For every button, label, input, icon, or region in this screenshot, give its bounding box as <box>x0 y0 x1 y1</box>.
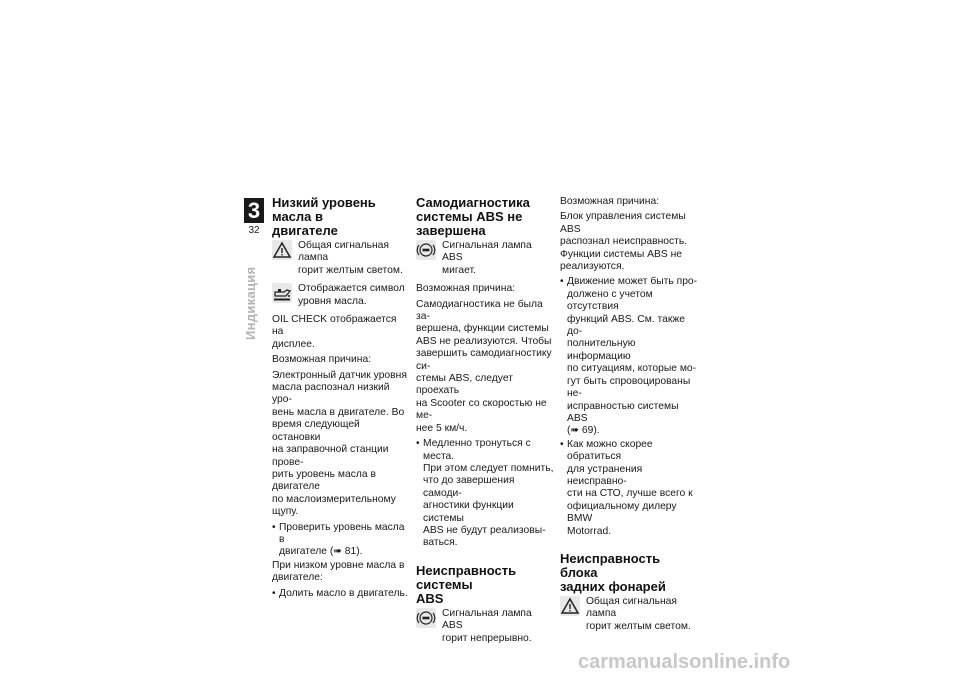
text-line: (➠ 69). <box>567 425 600 437</box>
heading-line: Самодиагностика <box>416 195 530 210</box>
heading-line: ABS <box>416 590 444 606</box>
column-1 <box>272 196 410 601</box>
text-line: реализуются. <box>560 261 625 273</box>
text-line: горит желтым светом. <box>586 620 691 632</box>
abs-fault-row <box>416 608 554 645</box>
text-line: ваться. <box>423 537 458 549</box>
warning-triangle-icon <box>560 596 580 616</box>
oil-row <box>272 283 410 308</box>
heading-low-oil <box>272 196 410 238</box>
text-line: двигателе: <box>272 572 323 584</box>
heading-line: завершена <box>416 223 486 238</box>
text-line: Самодиагностика не была за- <box>416 298 543 323</box>
abs-control-unit-paragraph <box>560 211 698 273</box>
text-line: ABS не будут реализовы- <box>423 524 546 536</box>
text-line: на Scooter со скоростью не ме- <box>416 397 547 422</box>
text-line: Как можно скорее обратиться <box>567 438 653 463</box>
bullet-dot: • <box>560 438 564 450</box>
cause-label: Возможная причина: <box>560 196 660 207</box>
text-line: официальному дилеру BMW <box>567 500 677 525</box>
page-number: 32 <box>248 225 260 236</box>
bullet-dot: • <box>272 587 276 599</box>
oil-check-paragraph <box>272 314 410 351</box>
cause-label: Возможная причина: <box>416 283 516 295</box>
text-line: Долить масло в двигатель. <box>279 587 408 599</box>
abs-fault-text <box>442 608 554 645</box>
text-line: Электронный датчик уровня <box>272 369 407 381</box>
text-line: Отображается символ <box>298 283 405 295</box>
heading-line: Неисправность блока <box>560 550 661 580</box>
abs-icon <box>416 240 436 260</box>
text-line: двигателе (➠ 81). <box>279 546 363 558</box>
text-line: уровня масла. <box>298 295 367 307</box>
text-line: завершить самодиагностику си- <box>416 348 552 372</box>
text-line: сти на СТО, лучше всего к <box>567 488 693 500</box>
text-line: полнительную информацию <box>567 338 636 362</box>
heading-rear-light-fault <box>560 552 698 594</box>
text-line: горит желтым светом. <box>298 264 403 276</box>
heading-abs-fault <box>416 564 554 606</box>
text-line: для устранения неисправно- <box>567 463 643 487</box>
text-line: рить уровень масла в двигателе <box>272 468 376 493</box>
abs-text <box>442 240 554 277</box>
text-line: вень масла в двигателе. Во <box>272 406 405 418</box>
bullet-start-slowly <box>416 438 554 550</box>
text-line: Проверить уровень масла в <box>279 521 405 545</box>
text-line: OIL CHECK отображается на <box>272 314 397 338</box>
bullet-continue-driving <box>560 276 698 437</box>
text-line: исправностью системы ABS <box>567 400 679 424</box>
text-line: Медленно тронуться с места. <box>423 438 531 462</box>
text-line: функций ABS. См. также до- <box>567 313 685 338</box>
text-line: масла распознал низкий уро- <box>272 382 390 406</box>
bullet-dot: • <box>272 521 276 533</box>
heading-line: Неисправность системы <box>416 562 517 592</box>
text-line: Motorrad. <box>567 525 612 537</box>
text-line: гут быть спровоцированы не- <box>567 375 691 400</box>
text-line: время следующей остановки <box>272 419 360 443</box>
text-line: горит непрерывно. <box>442 632 532 644</box>
warning-row <box>272 240 410 277</box>
text-line: по маслоизмерительному щупу. <box>272 493 396 518</box>
abs-row <box>416 240 554 277</box>
text-line: Общая сигнальная лампа <box>586 595 677 620</box>
text-line: Движение может быть про- <box>567 276 698 288</box>
oil-text <box>298 283 405 308</box>
text-line: дисплее. <box>272 338 315 350</box>
text-line: по ситуациям, которые мо- <box>567 363 697 375</box>
sensor-paragraph <box>272 370 410 519</box>
text-line: При низком уровне масла в <box>272 559 405 571</box>
text-line: что до завершения самоди- <box>423 475 515 499</box>
text-line: должено с учетом отсутствия <box>567 288 653 313</box>
column-3 <box>560 196 698 639</box>
text-line: на заправочной станции прове- <box>272 444 389 468</box>
text-line: распознал неисправность. <box>560 236 688 248</box>
warning-text <box>298 240 410 277</box>
cause-label: Возможная причина: <box>272 354 372 366</box>
text-line: стемы ABS, следует проехать <box>416 373 513 397</box>
chapter-title: Индикация <box>243 266 258 340</box>
heading-line: двигателе <box>272 223 338 238</box>
heading-line: системы ABS не <box>416 209 523 224</box>
warning-text <box>586 596 698 633</box>
text-line: Общая сигнальная лампа <box>298 240 389 264</box>
heading-line: Низкий уровень масла в <box>272 195 376 224</box>
self-diagnosis-paragraph <box>416 299 554 435</box>
text-line: Сигнальная лампа ABS <box>442 607 532 632</box>
text-line: ABS не реализуются. Чтобы <box>416 335 552 347</box>
bullet-top-up-oil <box>272 588 410 600</box>
text-line: При этом следует помнить, <box>423 462 554 474</box>
text-line: Функции системы ABS не <box>560 248 683 260</box>
warning-triangle-icon <box>272 240 292 260</box>
bullet-dot: • <box>560 276 564 288</box>
bullet-dot: • <box>416 438 420 450</box>
text-line: Сигнальная лампа ABS <box>442 240 532 264</box>
column-2 <box>416 196 554 651</box>
text-line: мигает. <box>442 264 476 276</box>
chapter-number-tab: 3 <box>244 198 264 223</box>
text-line: Блок управления системы ABS <box>560 211 686 235</box>
oil-can-icon <box>272 283 292 303</box>
bullet-check-oil <box>272 522 410 559</box>
text-line: агностики функции системы <box>423 500 514 524</box>
abs-icon <box>416 608 436 628</box>
watermark: carmanualsonline.info <box>578 651 791 673</box>
text-line: нее 5 км/ч. <box>416 422 468 434</box>
bullet-contact-service <box>560 439 698 538</box>
text-line: вершена, функции системы <box>416 323 549 335</box>
low-oil-paragraph <box>272 560 410 585</box>
heading-line: задних фонарей <box>560 578 666 594</box>
warning-row <box>560 596 698 633</box>
heading-abs-self-diagnosis <box>416 196 554 238</box>
